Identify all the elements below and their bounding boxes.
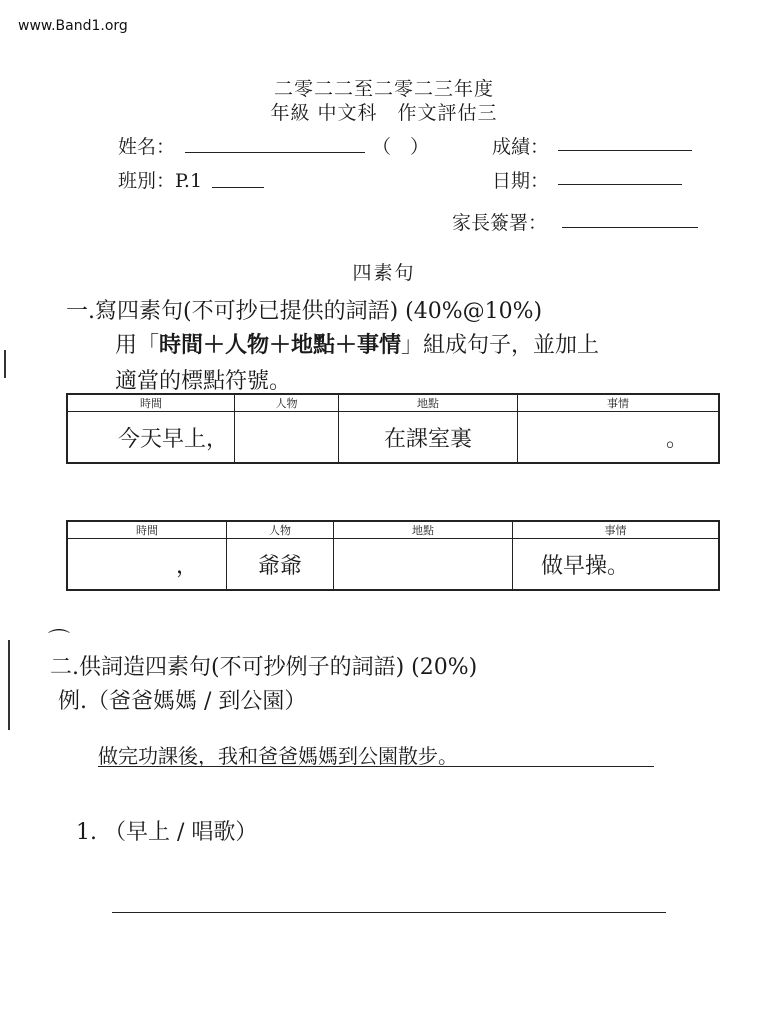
date-label: 日期：: [492, 170, 550, 192]
q2-heading: 二.供詞造四素句(不可抄例子的詞語) (20%): [50, 655, 478, 680]
col-event: 事情: [518, 394, 720, 412]
class-line: [212, 187, 264, 188]
q1-instruction-line2: 適當的標點符號。: [115, 369, 292, 394]
name-label: 姓名：: [118, 136, 176, 158]
cell-event: 做早操。: [513, 539, 720, 591]
margin-mark: [4, 350, 6, 378]
cell-time[interactable]: ，: [67, 539, 227, 591]
cell-event[interactable]: 。: [518, 412, 720, 464]
watermark: www.Band1.org: [18, 18, 128, 34]
col-person: 人物: [235, 394, 339, 412]
parent-signature-label: 家長簽署：: [452, 212, 548, 234]
item-1-answer-line[interactable]: [112, 912, 666, 913]
class-label: 班別：P.1: [118, 170, 203, 192]
q1-instr-elements: 時間＋人物＋地點＋事情: [159, 332, 402, 358]
margin-mark: [8, 640, 10, 730]
cell-person: 爺爺: [227, 539, 334, 591]
col-place: 地點: [334, 521, 513, 539]
section-title: 四素句: [352, 262, 416, 284]
cell-person[interactable]: [235, 412, 339, 464]
subject-title: 年級 中文科 作文評估三: [270, 102, 498, 124]
col-time: 時間: [67, 521, 227, 539]
score-label: 成績：: [492, 136, 550, 158]
col-place: 地點: [339, 394, 518, 412]
score-line[interactable]: [558, 150, 692, 151]
school-year-title: 二零二二至二零二三年度: [273, 78, 494, 100]
q1-table-2: [66, 520, 720, 591]
name-line[interactable]: [185, 152, 365, 153]
q1-table-1: [66, 393, 720, 464]
cell-place: 在課室裏: [339, 412, 518, 464]
class-number-paren: （ ）: [372, 136, 430, 158]
parent-signature-line[interactable]: [562, 227, 698, 228]
q1-heading: 一.寫四素句(不可抄已提供的詞語) (40%@10%): [66, 299, 543, 324]
q2-example-answer: 做完功課後，我和爸爸媽媽到公園散步。: [98, 744, 458, 768]
cell-place[interactable]: [334, 539, 513, 591]
cell-time: 今天早上，: [67, 412, 235, 464]
q1-instr-prefix: 用「: [115, 333, 160, 358]
date-line[interactable]: [558, 184, 682, 185]
q2-example-label: 例.（爸爸媽媽 / 到公園）: [58, 689, 307, 714]
example-answer-line: [98, 766, 654, 767]
hook-mark-icon: ⌒: [48, 629, 71, 654]
q1-instruction: [115, 328, 599, 359]
col-person: 人物: [227, 521, 334, 539]
col-time: 時間: [67, 394, 235, 412]
q1-instr-suffix: 」組成句子，並加上: [401, 333, 600, 358]
col-event: 事情: [513, 521, 720, 539]
q2-item-1: 1. （早上 / 唱歌）: [76, 820, 258, 845]
